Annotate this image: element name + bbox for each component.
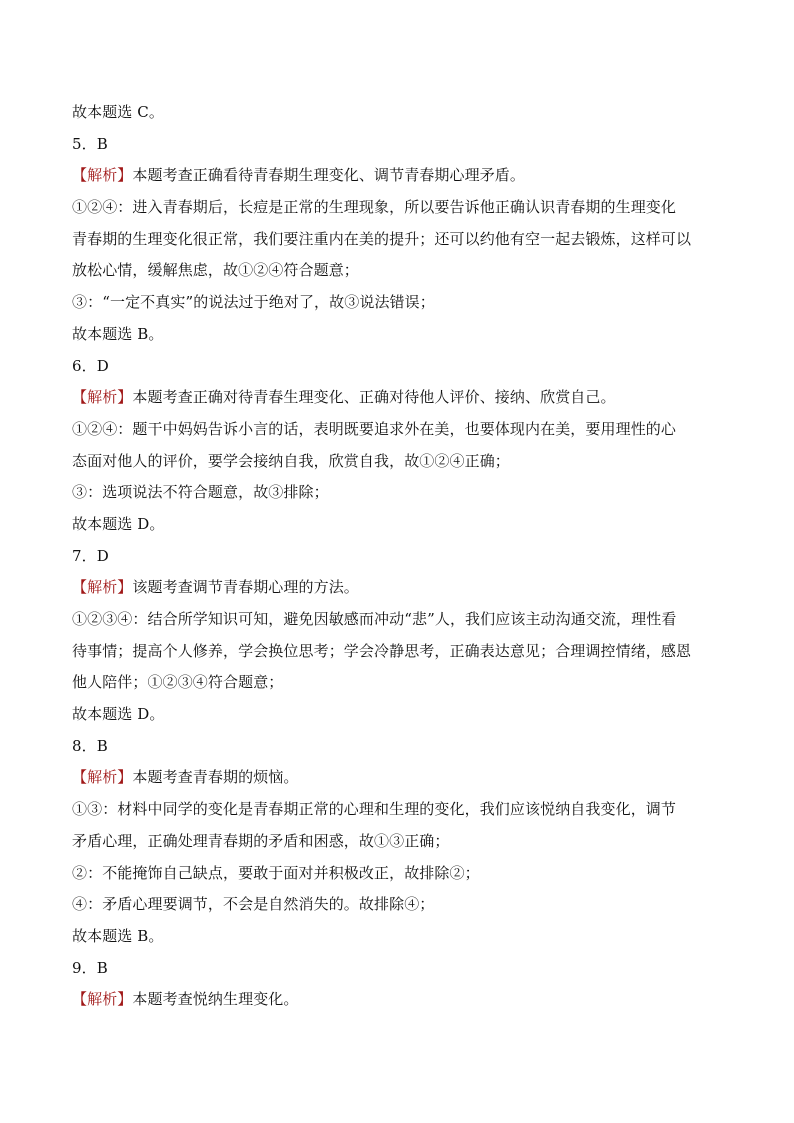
text-line: ①②③④：结合所学知识可知，避免因敏感而冲动“悲”人，我们应该主动沟通交流，理性看: [72, 610, 677, 628]
text-line: 态面对他人的评价，要学会接纳自我，欣赏自我，故①②④正确；: [72, 451, 510, 470]
text-line: 故本题选 C。: [72, 103, 164, 121]
question-number: 8．B: [72, 736, 108, 755]
question-number: 6．D: [72, 356, 109, 375]
text-line: 故本题选 B。: [72, 324, 164, 343]
analysis-line: 【解析】本题考查正确对待青春生理变化、正确对待他人评价、接纳、欣赏自己。: [72, 388, 616, 407]
text-line: ③：选项说法不符合题意，故③排除；: [72, 483, 329, 502]
analysis-line: 【解析】本题考查正确看待青春期生理变化、调节青春期心理矛盾。: [72, 166, 526, 185]
text-line: ②：不能掩饰自己缺点，要敢于面对并积极改正，故排除②；: [72, 863, 480, 882]
text-line: 故本题选 D。: [72, 705, 165, 724]
text-line: 待事情；提高个人修养，学会换位思考；学会冷静思考，正确表达意见；合理调控情绪，感恩: [72, 641, 692, 660]
question-number: 7．D: [72, 546, 109, 565]
text-line: 青春期的生理变化很正常，我们要注重内在美的提升；还可以约他有空一起去锻炼，这样可以: [72, 229, 692, 248]
text-line: 故本题选 D。: [72, 514, 165, 533]
text-line: 放松心情，缓解焦虑，故①②④符合题意；: [72, 261, 359, 280]
analysis-tag: 【解析】: [72, 388, 133, 407]
analysis-tag: 【解析】: [72, 990, 133, 1009]
text-line: ④：矛盾心理要调节，不会是自然消失的。故排除④；: [72, 895, 435, 914]
question-number: 9．B: [72, 958, 108, 977]
text-line: ③：“一定不真实”的说法过于绝对了，故③说法错误；: [72, 293, 435, 312]
question-number: 5．B: [72, 134, 108, 153]
analysis-line: 【解析】本题考查青春期的烦恼。: [72, 768, 299, 787]
analysis-tag: 【解析】: [72, 166, 133, 185]
text-line: ①③：材料中同学的变化是青春期正常的心理和生理的变化，我们应该悦纳自我变化，调节: [72, 800, 677, 819]
answer-explanations: [72, 97, 724, 1016]
text-line: 矛盾心理，正确处理青春期的矛盾和困惑，故①③正确；: [72, 831, 450, 850]
text-line: 他人陪伴；①②③④符合题意；: [72, 673, 284, 692]
analysis-line: 【解析】本题考查悦纳生理变化。: [72, 990, 299, 1009]
text-line: ①②④：进入青春期后，长痘是正常的生理现象，所以要告诉他正确认识青春期的生理变化: [72, 198, 677, 217]
text-line: ①②④：题干中妈妈告诉小言的话，表明既要追求外在美，也要体现内在美，要用理性的心: [72, 419, 677, 438]
analysis-line: 【解析】该题考查调节青春期心理的方法。: [72, 578, 359, 597]
analysis-tag: 【解析】: [72, 768, 133, 787]
text-line: 故本题选 B。: [72, 926, 164, 945]
analysis-tag: 【解析】: [72, 578, 133, 597]
